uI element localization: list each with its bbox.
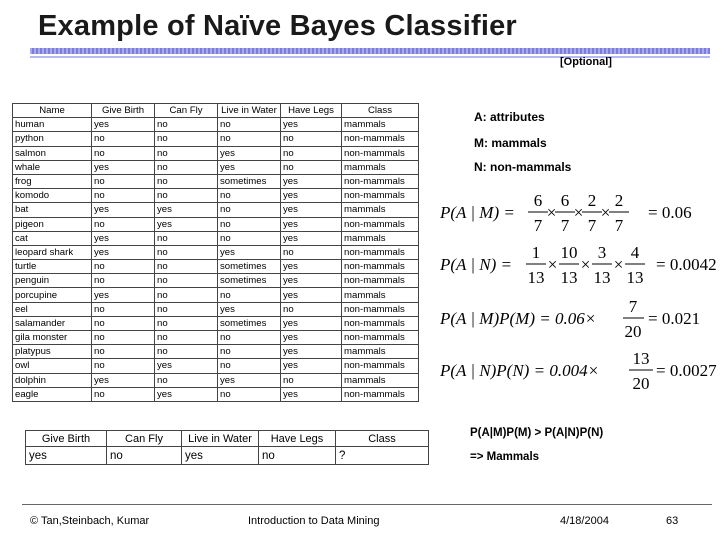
- header-class: Class: [342, 104, 419, 118]
- cell-give-birth: no: [92, 302, 155, 316]
- eq2-denominator: 13: [560, 268, 578, 287]
- query-value: ?: [336, 447, 429, 465]
- cell-name: porcupine: [13, 288, 92, 302]
- cell-name: whale: [13, 160, 92, 174]
- cell-have-legs: no: [281, 146, 342, 160]
- cell-live-in-water: no: [218, 132, 281, 146]
- table-row: [13, 132, 419, 146]
- cell-class: mammals: [342, 203, 419, 217]
- cell-can-fly: no: [155, 146, 218, 160]
- eq1-denominator: 7: [587, 216, 597, 235]
- cell-class: mammals: [342, 288, 419, 302]
- legend-non-mammals: N: non-mammals: [474, 160, 572, 174]
- eq3-result: = 0.021: [648, 309, 701, 328]
- cell-have-legs: yes: [281, 331, 342, 345]
- cell-have-legs: no: [281, 160, 342, 174]
- cell-have-legs: yes: [281, 231, 342, 245]
- cell-can-fly: no: [155, 132, 218, 146]
- cell-give-birth: yes: [92, 118, 155, 132]
- table-row: [13, 118, 419, 132]
- cell-class: non-mammals: [342, 387, 419, 401]
- table-row: [13, 302, 419, 316]
- cell-live-in-water: no: [218, 331, 281, 345]
- cell-live-in-water: yes: [218, 373, 281, 387]
- cell-give-birth: no: [92, 345, 155, 359]
- cell-can-fly: no: [155, 160, 218, 174]
- table-body: [13, 118, 419, 402]
- cell-live-in-water: no: [218, 231, 281, 245]
- cell-class: mammals: [342, 345, 419, 359]
- cell-name: python: [13, 132, 92, 146]
- eq4-lhs: P(A | N)P(N) = 0.004×: [440, 361, 600, 380]
- cell-give-birth: yes: [92, 160, 155, 174]
- table-row: [13, 316, 419, 330]
- cell-live-in-water: sometimes: [218, 274, 281, 288]
- equation-p-a-given-n: [438, 240, 728, 288]
- cell-class: non-mammals: [342, 331, 419, 345]
- eq1-numerator: 6: [560, 191, 570, 210]
- eq3-denominator: 20: [624, 322, 642, 341]
- cell-can-fly: yes: [155, 387, 218, 401]
- cell-live-in-water: sometimes: [218, 316, 281, 330]
- header-have-legs: Have Legs: [281, 104, 342, 118]
- eq2-times-sign: ×: [613, 255, 624, 274]
- slide-title: Example of Naïve Bayes Classifier: [38, 10, 517, 42]
- eq1-times-sign: ×: [546, 203, 557, 222]
- table-row: [13, 189, 419, 203]
- cell-name: salamander: [13, 316, 92, 330]
- cell-live-in-water: sometimes: [218, 260, 281, 274]
- cell-live-in-water: yes: [218, 146, 281, 160]
- cell-can-fly: no: [155, 331, 218, 345]
- header-name: Name: [13, 104, 92, 118]
- cell-live-in-water: no: [218, 387, 281, 401]
- cell-class: non-mammals: [342, 174, 419, 188]
- eq3-numerator: 7: [628, 297, 638, 316]
- eq1-lhs: P(A | M) =: [440, 203, 515, 222]
- table-header-row: [13, 104, 419, 118]
- eq2-denominator: 13: [626, 268, 644, 287]
- eq1-numerator: 6: [533, 191, 543, 210]
- query-header-row: [26, 431, 429, 447]
- eq1-result: = 0.06: [648, 203, 692, 222]
- eq2-numerator: 1: [531, 243, 541, 262]
- query-header: Class: [336, 431, 429, 447]
- cell-give-birth: no: [92, 217, 155, 231]
- footer-date: 4/18/2004: [560, 515, 609, 527]
- cell-have-legs: yes: [281, 387, 342, 401]
- eq2-times-sign: ×: [580, 255, 591, 274]
- cell-can-fly: no: [155, 118, 218, 132]
- table-row: [13, 331, 419, 345]
- cell-give-birth: yes: [92, 203, 155, 217]
- eq2-numerator: 3: [597, 243, 607, 262]
- table-row: [13, 245, 419, 259]
- eq4-denominator: 20: [632, 374, 650, 393]
- cell-class: non-mammals: [342, 189, 419, 203]
- cell-name: human: [13, 118, 92, 132]
- eq1-fractions: [528, 191, 629, 235]
- eq1-denominator: 7: [560, 216, 570, 235]
- header-live-in-water: Live in Water: [218, 104, 281, 118]
- cell-have-legs: yes: [281, 316, 342, 330]
- optional-tag: [Optional]: [560, 56, 612, 68]
- cell-name: leopard shark: [13, 245, 92, 259]
- query-value: yes: [182, 447, 259, 465]
- cell-class: non-mammals: [342, 260, 419, 274]
- cell-can-fly: no: [155, 302, 218, 316]
- cell-class: mammals: [342, 160, 419, 174]
- eq1-times-sign: ×: [600, 203, 611, 222]
- cell-have-legs: yes: [281, 189, 342, 203]
- table-row: [13, 217, 419, 231]
- cell-have-legs: no: [281, 373, 342, 387]
- cell-class: non-mammals: [342, 245, 419, 259]
- training-data-table: [12, 103, 419, 402]
- eq1-times-sign: ×: [573, 203, 584, 222]
- cell-class: non-mammals: [342, 359, 419, 373]
- cell-name: platypus: [13, 345, 92, 359]
- cell-name: gila monster: [13, 331, 92, 345]
- cell-have-legs: yes: [281, 345, 342, 359]
- cell-live-in-water: no: [218, 359, 281, 373]
- table-row: [13, 231, 419, 245]
- table-row: [13, 260, 419, 274]
- cell-have-legs: yes: [281, 260, 342, 274]
- cell-can-fly: yes: [155, 217, 218, 231]
- footer-course: Introduction to Data Mining: [248, 515, 380, 527]
- cell-have-legs: no: [281, 245, 342, 259]
- footer-page-number: 63: [666, 515, 679, 527]
- cell-live-in-water: no: [218, 217, 281, 231]
- cell-class: non-mammals: [342, 316, 419, 330]
- cell-have-legs: yes: [281, 288, 342, 302]
- eq1-denominator: 7: [533, 216, 543, 235]
- cell-class: non-mammals: [342, 146, 419, 160]
- query-value: no: [107, 447, 182, 465]
- cell-class: non-mammals: [342, 217, 419, 231]
- cell-name: penguin: [13, 274, 92, 288]
- query-header: Give Birth: [26, 431, 107, 447]
- cell-name: pigeon: [13, 217, 92, 231]
- query-header: Can Fly: [107, 431, 182, 447]
- cell-give-birth: yes: [92, 288, 155, 302]
- cell-name: eagle: [13, 387, 92, 401]
- eq2-numerator: 10: [560, 243, 578, 262]
- equation-p-a-m-times-p-m: [438, 294, 728, 342]
- cell-class: mammals: [342, 231, 419, 245]
- eq1-numerator: 2: [614, 191, 624, 210]
- eq2-fractions: [526, 243, 645, 287]
- cell-class: mammals: [342, 373, 419, 387]
- cell-can-fly: no: [155, 274, 218, 288]
- cell-class: non-mammals: [342, 302, 419, 316]
- query-value: yes: [26, 447, 107, 465]
- cell-live-in-water: yes: [218, 302, 281, 316]
- cell-give-birth: no: [92, 189, 155, 203]
- cell-class: non-mammals: [342, 274, 419, 288]
- query-table: [25, 430, 429, 465]
- cell-name: komodo: [13, 189, 92, 203]
- cell-give-birth: no: [92, 146, 155, 160]
- eq4-result: = 0.0027: [656, 361, 717, 380]
- cell-can-fly: yes: [155, 359, 218, 373]
- cell-can-fly: no: [155, 189, 218, 203]
- legend-mammals: M: mammals: [474, 136, 547, 150]
- cell-name: bat: [13, 203, 92, 217]
- cell-name: owl: [13, 359, 92, 373]
- cell-give-birth: no: [92, 174, 155, 188]
- cell-name: turtle: [13, 260, 92, 274]
- cell-live-in-water: sometimes: [218, 174, 281, 188]
- cell-live-in-water: no: [218, 203, 281, 217]
- cell-live-in-water: yes: [218, 160, 281, 174]
- eq2-lhs: P(A | N) =: [440, 255, 513, 274]
- cell-have-legs: yes: [281, 217, 342, 231]
- table-row: [13, 174, 419, 188]
- cell-live-in-water: no: [218, 345, 281, 359]
- table-row: [13, 288, 419, 302]
- footer-rule: [22, 504, 712, 505]
- cell-have-legs: yes: [281, 274, 342, 288]
- query-header: Live in Water: [182, 431, 259, 447]
- cell-live-in-water: yes: [218, 245, 281, 259]
- cell-live-in-water: no: [218, 118, 281, 132]
- cell-have-legs: no: [281, 132, 342, 146]
- cell-name: dolphin: [13, 373, 92, 387]
- cell-class: mammals: [342, 118, 419, 132]
- cell-give-birth: no: [92, 331, 155, 345]
- eq2-result: = 0.0042: [656, 255, 717, 274]
- eq2-denominator: 13: [527, 268, 545, 287]
- cell-give-birth: no: [92, 132, 155, 146]
- eq1-denominator: 7: [614, 216, 624, 235]
- title-underline: [30, 48, 710, 54]
- cell-class: non-mammals: [342, 132, 419, 146]
- cell-can-fly: no: [155, 373, 218, 387]
- footer-authors: © Tan,Steinbach, Kumar: [30, 515, 150, 527]
- cell-have-legs: yes: [281, 118, 342, 132]
- equation-p-a-n-times-p-n: [438, 346, 728, 394]
- table-row: [13, 359, 419, 373]
- table-row: [13, 274, 419, 288]
- cell-can-fly: no: [155, 316, 218, 330]
- cell-give-birth: no: [92, 359, 155, 373]
- cell-can-fly: no: [155, 174, 218, 188]
- eq2-numerator: 4: [630, 243, 640, 262]
- cell-give-birth: yes: [92, 373, 155, 387]
- cell-give-birth: no: [92, 387, 155, 401]
- cell-can-fly: no: [155, 260, 218, 274]
- cell-name: frog: [13, 174, 92, 188]
- header-give-birth: Give Birth: [92, 104, 155, 118]
- table-row: [13, 345, 419, 359]
- cell-can-fly: yes: [155, 203, 218, 217]
- cell-give-birth: yes: [92, 231, 155, 245]
- cell-give-birth: no: [92, 316, 155, 330]
- table-row: [13, 373, 419, 387]
- cell-can-fly: no: [155, 245, 218, 259]
- legend-attributes: A: attributes: [474, 110, 545, 124]
- table-row: [13, 146, 419, 160]
- cell-can-fly: no: [155, 231, 218, 245]
- eq3-lhs: P(A | M)P(M) = 0.06×: [440, 309, 597, 328]
- query-value-row: [26, 447, 429, 465]
- eq2-times-sign: ×: [547, 255, 558, 274]
- equation-p-a-given-m: [438, 188, 728, 236]
- table-row: [13, 160, 419, 174]
- cell-can-fly: no: [155, 288, 218, 302]
- cell-name: eel: [13, 302, 92, 316]
- conclusion-text: => Mammals: [470, 451, 540, 463]
- eq1-numerator: 2: [587, 191, 597, 210]
- cell-have-legs: yes: [281, 359, 342, 373]
- cell-live-in-water: no: [218, 189, 281, 203]
- cell-name: cat: [13, 231, 92, 245]
- cell-give-birth: yes: [92, 245, 155, 259]
- cell-have-legs: yes: [281, 174, 342, 188]
- cell-can-fly: no: [155, 345, 218, 359]
- query-header: Have Legs: [259, 431, 336, 447]
- header-can-fly: Can Fly: [155, 104, 218, 118]
- cell-name: salmon: [13, 146, 92, 160]
- cell-give-birth: no: [92, 260, 155, 274]
- table-row: [13, 387, 419, 401]
- comparison-text: P(A|M)P(M) > P(A|N)P(N): [470, 427, 604, 439]
- cell-have-legs: yes: [281, 203, 342, 217]
- cell-give-birth: no: [92, 274, 155, 288]
- eq4-numerator: 13: [632, 349, 650, 368]
- cell-have-legs: no: [281, 302, 342, 316]
- table-row: [13, 203, 419, 217]
- eq2-denominator: 13: [593, 268, 611, 287]
- query-value: no: [259, 447, 336, 465]
- cell-live-in-water: no: [218, 288, 281, 302]
